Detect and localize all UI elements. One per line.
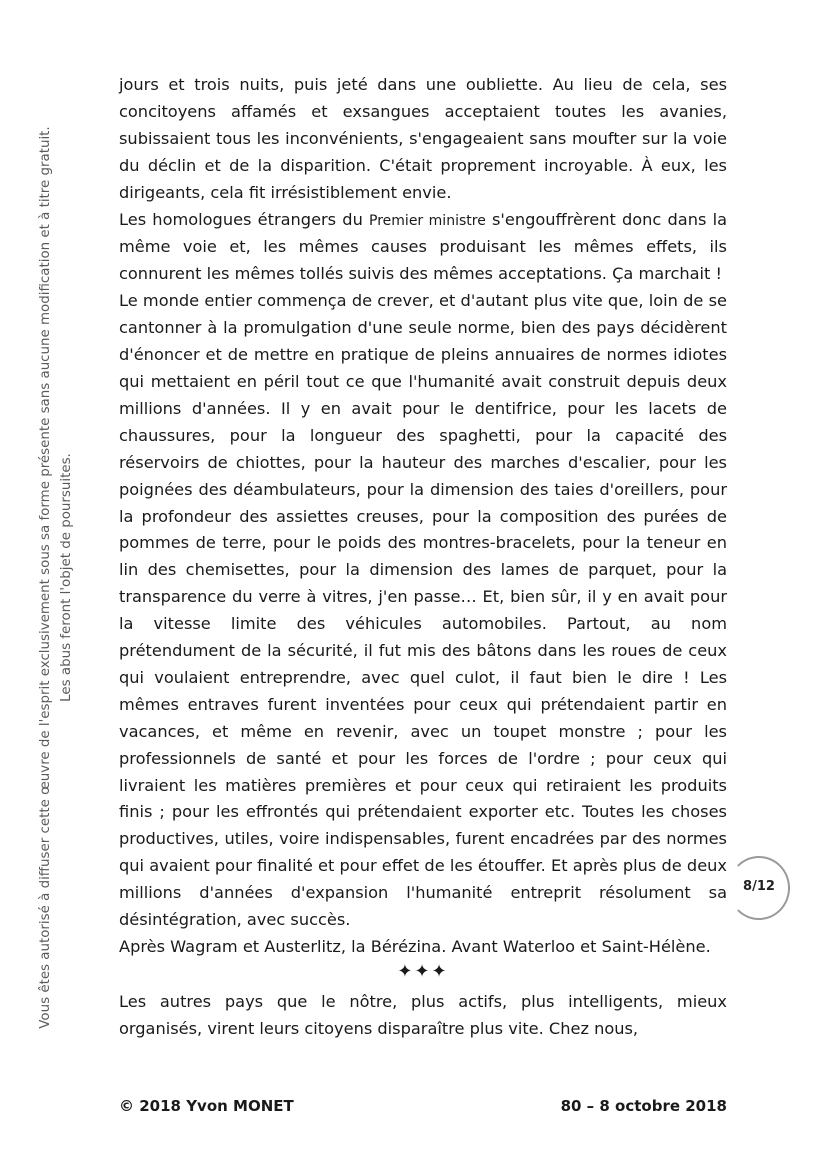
premier-ministre-text: Premier ministre <box>369 212 486 229</box>
side-notice-line-1: Vous êtes autorisé à diffuser cette œuvre de l'esprit exclusivement sous sa forme présente sans aucune modification et à titre gratuit. <box>38 126 53 1029</box>
footer-issue: 80 – 8 octobre 2018 <box>560 1097 727 1115</box>
footer-copyright: © 2018 Yvon MONET <box>119 1097 294 1115</box>
side-notice <box>26 95 96 1060</box>
page-number: 8/12 <box>743 879 775 894</box>
section-separator: ✦✦✦ <box>397 960 449 982</box>
paragraph-4: Après Wagram et Austerlitz, la Bérézina. Avant Waterloo et Saint-Hélène. <box>119 937 711 956</box>
paragraph-2 <box>119 207 727 289</box>
page-number-badge <box>728 856 790 920</box>
paragraph-5: Les autres pays que le nôtre, plus actifs, plus intelligents, mieux organisés, virent leurs citoyens disparaître plus vite. Chez nous, <box>119 991 727 1038</box>
body-text <box>119 72 727 1043</box>
paragraph-2-end: s'engouffrèrent donc dans la même voie et, les mêmes causes produisant les mêmes effets, ils connurent les mêmes tollés suivis des mêmes acceptations. Ça marchait ! <box>119 209 728 284</box>
paragraph-1: jours et trois nuits, puis jeté dans une oubliette. Au lieu de cela, ses concitoyens affamés et exsangues acceptaient toutes les avanies, subissaient tous les inconvénients, s'engageaient sans moufter sur la voie du déclin et de la disparition. C'était proprement incroyable. À eux, les dirigeants, cela fit irrésistiblement envie. <box>119 75 727 202</box>
paragraph-2-start: Les homologues étrangers du <box>119 209 370 229</box>
side-notice-line-2: Les abus feront l'objet de poursuites. <box>59 453 74 702</box>
paragraph-3: Le monde entier commença de crever, et d'autant plus vite que, loin de se cantonner à la promulgation d'une seule norme, bien des pays décidèrent d'énoncer et de mettre en pratique de pleins annuaires de normes idiotes qui mettaient en péril tout ce que l'humanité avait construit depuis deux millions d'années. Il y en avait pour le dentifrice, pour les lacets de chaussures, pour la longueur des spaghetti, pour la capacité des réservoirs de chiottes, pour la hauteur des marches d'escalier, pour les poignées des déambulateurs, pour la dimension des taies d'oreillers, pour la profondeur des assiettes creuses, pour la composition des purées de pommes de terre, pour le poids des montres-bracelets, pour la teneur en lin des chemisettes, pour la dimension des lames de parquet, pour la transparence du verre à vitres, j'en passe… Et, bien sûr, il y en avait pour la vitesse limite des véhicules automobiles. Partout, au nom prétendument de la sécurité, il fut mis des bâtons dans les roues de ceux qui voulaient entreprendre, avec quel culot, il faut bien le dire ! Les mêmes entraves furent inventées pour ceux qui prétendaient partir en vacances, et même en revenir, avec un toupet monstre ; pour les professionnels de santé et pour les forces de l'ordre ; pour ceux qui livraient les matières premières et pour ceux qui retiraient les produits finis ; pour les effrontés qui prétendaient exporter etc. Toutes les choses productives, utiles, voire indispensables, furent encadrées par des normes qui avaient pour finalité et pour effet de les étouffer. Et après plus de deux millions d'années d'expansion l'humanité entreprit résolument sa désintégration, avec succès. <box>119 291 727 930</box>
